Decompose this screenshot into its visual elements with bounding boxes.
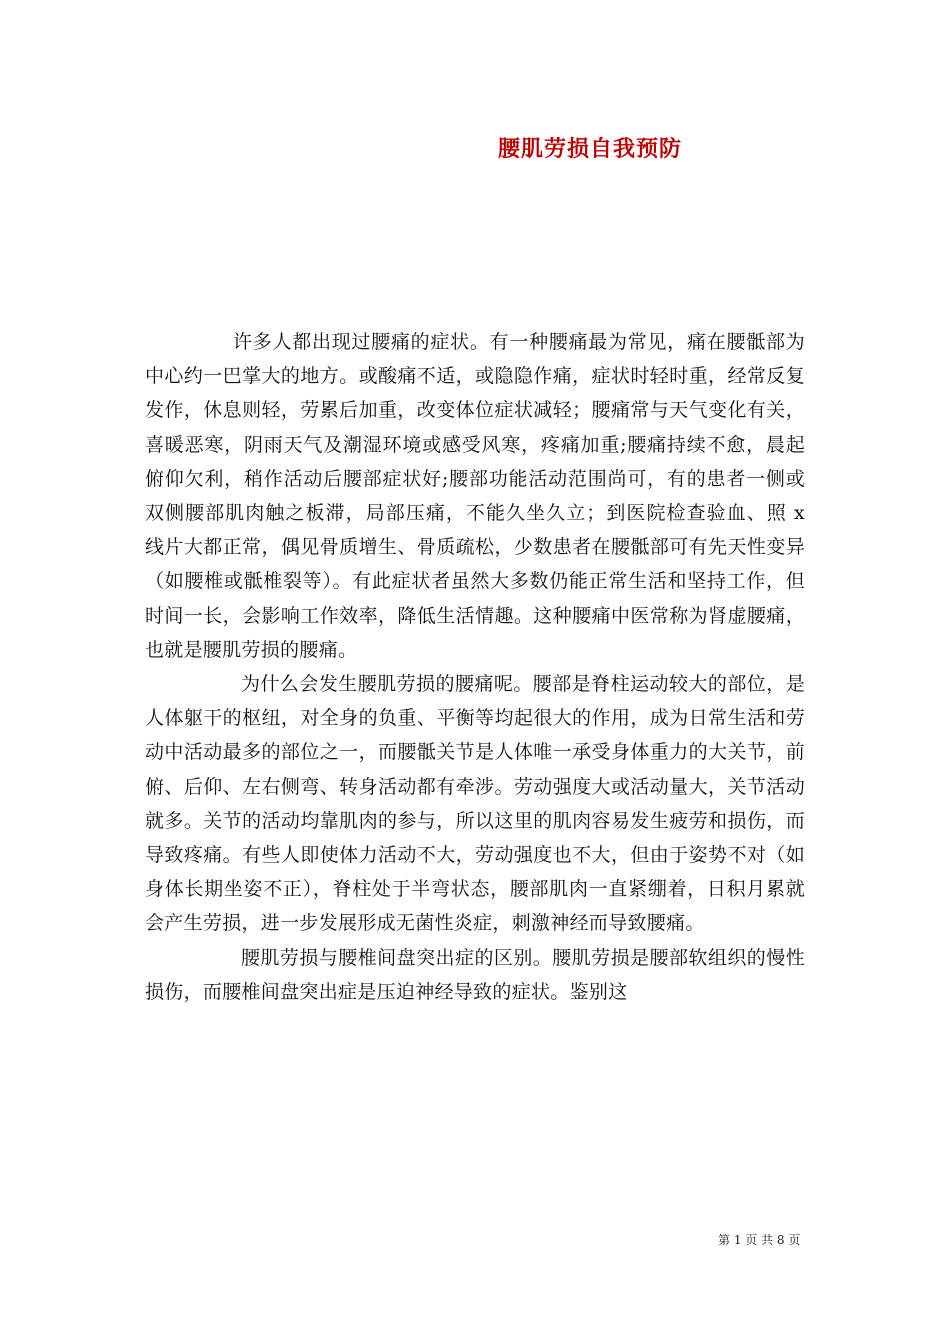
paragraph-causes: 为什么会发生腰肌劳损的腰痛呢。腰部是脊柱运动较大的部位，是人体躯干的枢纽，对全身的负重、平衡等均起很大的作用，成为日常生活和劳动中活动最多的部位之一，而腰骶关节是人体唯一承受身体重力的大关节，前俯、后仰、左右侧弯、转身活动都有牵涉。劳动强度大或活动量大，关节活动就多。关节的活动均靠肌肉的参与，所以这里的肌肉容易发生疲劳和损伤，而导致疼痛。有些人即使体力活动不大，劳动强度也不大，但由于姿势不对（如身体长期坐姿不正），脊柱处于半弯状态，腰部肌肉一直紧绷着，日积月累就会产生劳损，进一步发展形成无菌性炎症，刺激神经而导致腰痛。: [145, 673, 805, 935]
page-number-footer: 第 1 页 共 8 页: [718, 1233, 801, 1247]
document-title: 腰肌劳损自我预防: [497, 136, 682, 162]
paragraph-differences: 腰肌劳损与腰椎间盘突出症的区别。腰肌劳损是腰部软组织的慢性损伤，而腰椎间盘突出症是压迫神经导致的症状。鉴别这: [145, 946, 805, 1003]
paragraph-symptoms: 许多人都出现过腰痛的症状。有一种腰痛最为常见，痛在腰骶部为中心约一巴掌大的地方。或酸痛不适，或隐隐作痛，症状时轻时重，经常反复发作，休息则轻，劳累后加重，改变体位症状减轻；腰痛常与天气变化有关，喜暖恶寒，阴雨天气及潮湿环境或感受风寒，疼痛加重;腰痛持续不愈，晨起俯仰欠利，稍作活动后腰部症状好;腰部功能活动范围尚可，有的患者一侧或双侧腰部肌肉触之板滞，局部压痛，不能久坐久立；到医院检查验血、照 x 线片大都正常，偶见骨质增生、骨质疏松，少数患者在腰骶部可有先天性变异（如腰椎或骶椎裂等）。有此症状者虽然大多数仍能正常生活和坚持工作，但时间一长，会影响工作效率，降低生活情趣。这种腰痛中医常称为肾虚腰痛，也就是腰肌劳损的腰痛。: [145, 331, 805, 661]
document-body: [145, 325, 805, 1009]
